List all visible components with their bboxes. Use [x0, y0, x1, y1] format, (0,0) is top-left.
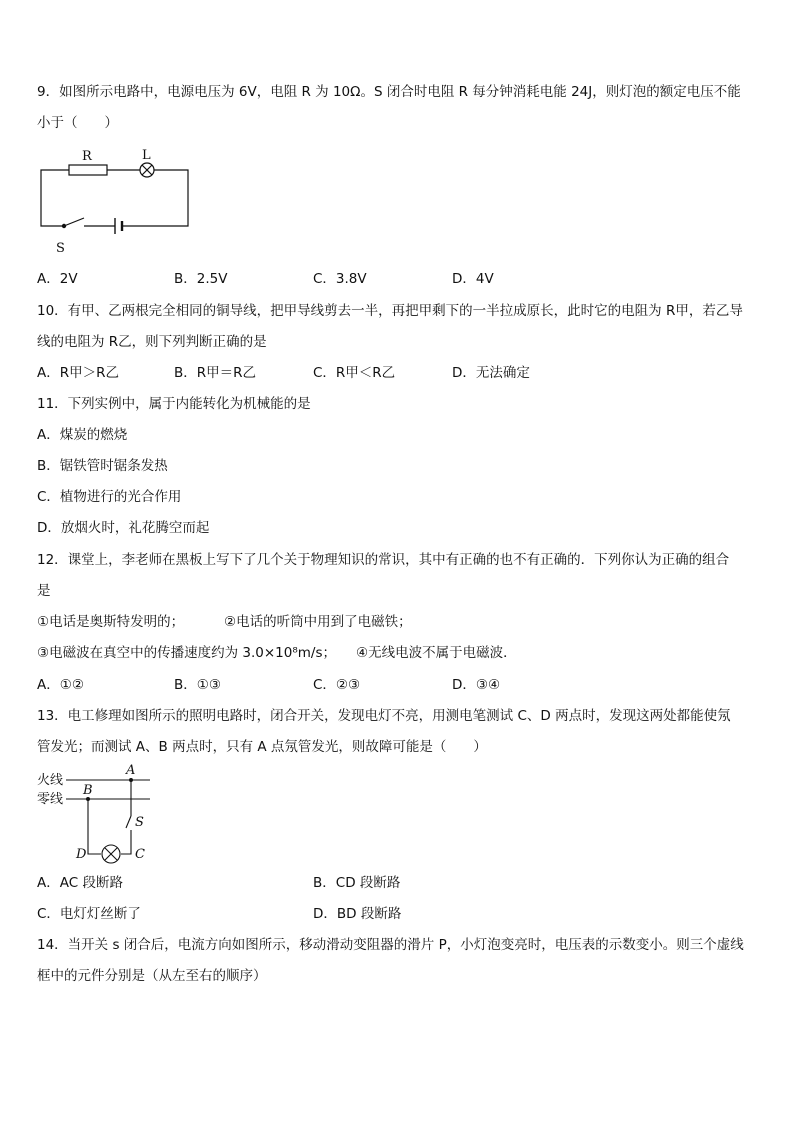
- q9-option-d[interactable]: D．4V: [452, 271, 494, 287]
- q11-option-b[interactable]: B．锯铁管时锯条发热: [37, 458, 168, 474]
- q9-option-a[interactable]: A．2V: [37, 271, 78, 287]
- label-live-wire: 火线: [37, 773, 64, 788]
- q14-stem-line2: 框中的元件分别是（从左至右的顺序）: [37, 968, 267, 984]
- q11-stem: 11．下列实例中，属于内能转化为机械能的是: [37, 396, 311, 412]
- q12-option-a[interactable]: A．①②: [37, 677, 84, 693]
- lamp-symbol: [102, 845, 120, 863]
- q12-statement-3: ③电磁波在真空中的传播速度约为 3.0×10⁸m/s；: [37, 645, 336, 661]
- q12-statement-4: ④无线电波不属于电磁波．: [356, 645, 517, 661]
- label-S: S: [135, 815, 144, 830]
- q13-stem-line2: 管发光；而测试 A、B 两点时，只有 A 点氖管发光，则故障可能是（ ）: [37, 739, 487, 755]
- label-R: R: [82, 149, 92, 164]
- q11-option-d[interactable]: D．放烟火时，礼花腾空而起: [37, 520, 210, 536]
- q13-option-c[interactable]: C．电灯灯丝断了: [37, 906, 141, 922]
- label-L: L: [142, 148, 151, 163]
- q11-option-a[interactable]: A．煤炭的燃烧: [37, 427, 128, 443]
- label-S: S: [56, 241, 65, 256]
- label-A: A: [126, 763, 136, 778]
- q12-stem-line1: 12．课堂上，李老师在黑板上写下了几个关于物理知识的常识，其中有正确的也不有正确的．下列你认为正确的组合: [37, 552, 730, 568]
- q9-option-c[interactable]: C．3.8V: [313, 271, 367, 287]
- q12-option-b[interactable]: B．①③: [174, 677, 221, 693]
- switch-symbol: [62, 218, 84, 228]
- label-B: B: [83, 783, 93, 798]
- resistor-symbol: [69, 165, 107, 175]
- q10-option-d[interactable]: D．无法确定: [452, 365, 530, 381]
- q11-option-c[interactable]: C．植物进行的光合作用: [37, 489, 182, 505]
- label-D: D: [76, 847, 87, 862]
- q13-stem-line1: 13．电工修理如图所示的照明电路时，闭合开关，发现电灯不亮，用测电笔测试 C、D 两点时，发现这两处都能使氖: [37, 708, 731, 724]
- q10-stem-line2: 线的电阻为 R乙，则下列判断正确的是: [37, 334, 267, 350]
- q9-stem-line2: 小于（ ）: [37, 115, 118, 131]
- q13-option-b[interactable]: B．CD 段断路: [313, 875, 401, 891]
- lamp-symbol: [140, 163, 154, 177]
- battery-symbol: [115, 218, 122, 234]
- q12-stem-line2: 是: [37, 583, 51, 599]
- q13-option-d[interactable]: D．BD 段断路: [313, 906, 402, 922]
- q10-option-b[interactable]: B．R甲＝R乙: [174, 365, 257, 381]
- q10-option-c[interactable]: C．R甲＜R乙: [313, 365, 396, 381]
- q12-statement-1: ①电话是奥斯特发明的；: [37, 614, 185, 630]
- q9-option-b[interactable]: B．2.5V: [174, 271, 228, 287]
- label-C: C: [135, 847, 145, 862]
- q12-option-d[interactable]: D．③④: [452, 677, 501, 693]
- q13-circuit-diagram: [36, 764, 156, 864]
- q10-stem-line1: 10．有甲、乙两根完全相同的铜导线，把甲导线剪去一半，再把甲剩下的一半拉成原长，此时它的电阻为 R甲，若乙导: [37, 303, 743, 319]
- q9-circuit-diagram: [36, 146, 196, 256]
- q9-stem-line1: 9．如图所示电路中，电源电压为 6V，电阻 R 为 10Ω。S 闭合时电阻 R 每分钟消耗电能 24J，则灯泡的额定电压不能: [37, 84, 741, 100]
- q12-statement-2: ②电话的听筒中用到了电磁铁；: [224, 614, 412, 630]
- label-neutral-wire: 零线: [37, 792, 64, 807]
- q13-option-a[interactable]: A．AC 段断路: [37, 875, 123, 891]
- q12-option-c[interactable]: C．②③: [313, 677, 361, 693]
- q10-option-a[interactable]: A．R甲＞R乙: [37, 365, 119, 381]
- q14-stem-line1: 14．当开关 s 闭合后，电流方向如图所示，移动滑动变阻器的滑片 P，小灯泡变亮时，电压表的示数变小。则三个虚线: [37, 937, 744, 953]
